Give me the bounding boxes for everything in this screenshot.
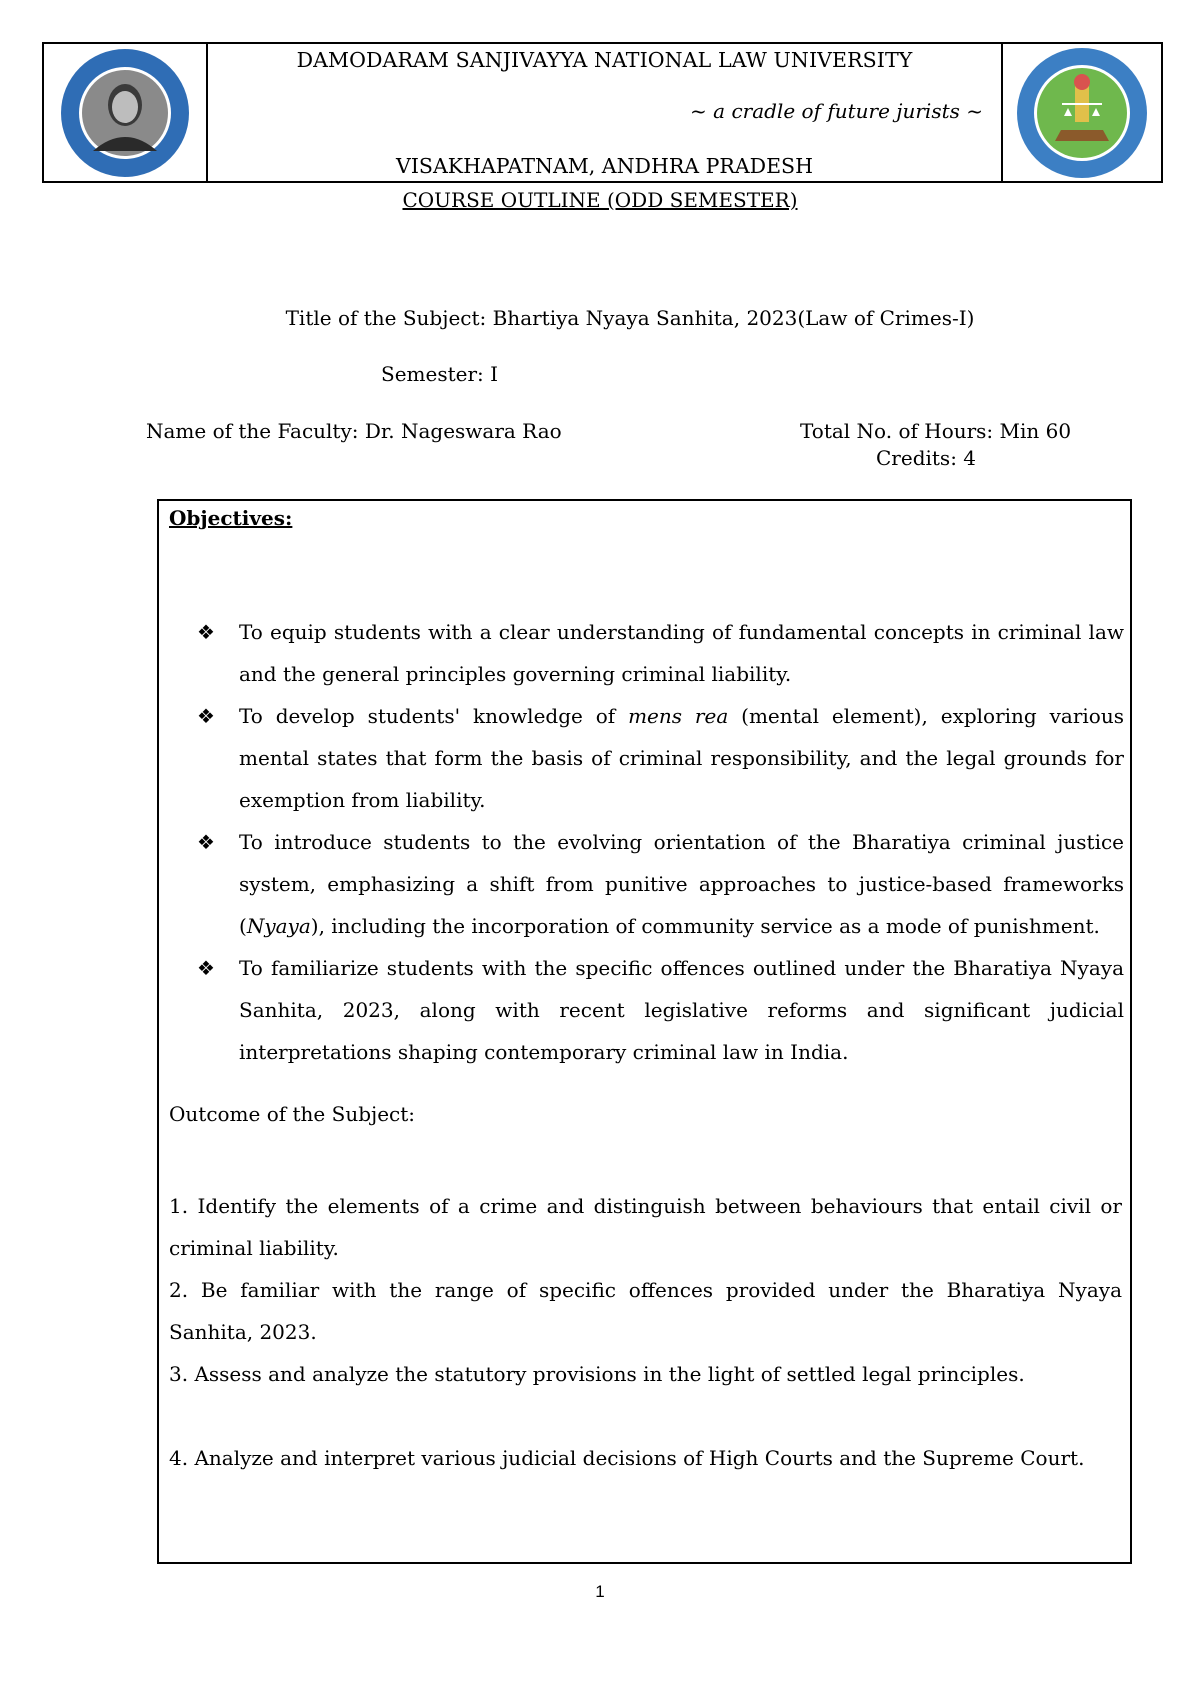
right-logo-cell — [1001, 44, 1161, 181]
objective-item — [197, 695, 1124, 821]
four-diamond-bullet-icon: ❖ — [197, 620, 215, 644]
objective-item — [197, 947, 1124, 1073]
outcome-heading: Outcome of the Subject: — [169, 1102, 416, 1126]
objectives-outcomes-box — [157, 499, 1132, 1564]
total-hours: Total No. of Hours: Min 60 — [800, 419, 1072, 443]
outcome-item: 4. Analyze and interpret various judicial decisions of High Courts and the Supreme Court. — [169, 1446, 1085, 1470]
objective-text: To equip students with a clear understanding of fundamental concepts in criminal law and the general principles governing criminal liability. — [239, 620, 1124, 686]
objective-text: To familiarize students with the specific offences outlined under the — [239, 956, 954, 980]
university-emblem-seal-icon — [1015, 46, 1149, 180]
objective-plain-term: Bharatiya Nyaya Sanhita, 2023 — [239, 956, 1124, 1022]
objective-text: To introduce students to the evolving orientation of the Bharatiya criminal justice system, emphasizing a shift from punitive approaches to justice-based frameworks ( — [239, 830, 1124, 938]
outcome-item: 2. Be familiar with the range of specific offences provided under the Bharatiya Nyaya Sanhita, 2023. — [169, 1278, 1122, 1344]
objective-italic-term: Nyaya — [246, 914, 311, 938]
objective-item — [197, 611, 1124, 695]
university-location: VISAKHAPATNAM, ANDHRA PRADESH — [396, 154, 813, 178]
outcome-list — [169, 1185, 1122, 1479]
objectives-list — [197, 611, 1124, 1073]
header-text-cell — [208, 44, 1001, 181]
university-motto: ~ a cradle of future jurists ~ — [690, 99, 983, 123]
university-portrait-seal-icon — [59, 47, 191, 179]
objective-text: ), including the incorporation of community service as a mode of punishment. — [310, 914, 1100, 938]
subject-title: Title of the Subject: Bhartiya Nyaya Sanhita, 2023(Law of Crimes-I) — [285, 306, 975, 330]
left-logo-cell — [44, 44, 208, 181]
objective-text: To develop students' knowledge of — [239, 704, 629, 728]
objective-text: (mental element), exploring various mental states that form the basis of criminal responsibility, and the legal grounds for exemption from liability. — [239, 704, 1124, 812]
university-name: DAMODARAM SANJIVAYYA NATIONAL LAW UNIVERSITY — [296, 48, 913, 72]
faculty-name: Name of the Faculty: Dr. Nageswara Rao — [146, 419, 562, 443]
objective-item — [197, 821, 1124, 947]
course-outline-heading: COURSE OUTLINE (ODD SEMESTER) — [402, 188, 798, 212]
objectives-heading: Objectives: — [169, 506, 293, 530]
outcome-item: 1. Identify the elements of a crime and distinguish between behaviours that entail civil or criminal liability. — [169, 1194, 1122, 1260]
semester-line: Semester: I — [381, 362, 499, 386]
four-diamond-bullet-icon: ❖ — [197, 956, 215, 980]
four-diamond-bullet-icon: ❖ — [197, 830, 215, 854]
outcome-item: 3. Assess and analyze the statutory provisions in the light of settled legal principles. — [169, 1362, 1025, 1386]
document-header — [42, 42, 1163, 183]
page-number: 1 — [595, 1582, 605, 1601]
objective-italic-term: mens rea — [628, 704, 729, 728]
credits-line: Credits: 4 — [876, 446, 977, 470]
four-diamond-bullet-icon: ❖ — [197, 704, 215, 728]
objective-text: , along with recent legislative reforms and significant judicial interpretations shaping contemporary criminal law in India. — [239, 998, 1124, 1064]
